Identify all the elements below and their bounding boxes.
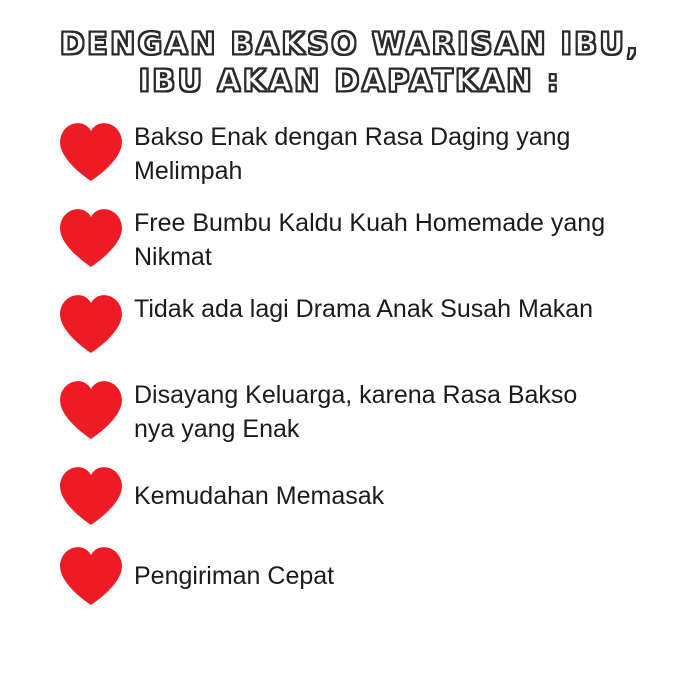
heart-icon bbox=[58, 466, 134, 526]
list-item bbox=[58, 290, 670, 364]
headline-line-2: IBU AKAN DAPATKAN : bbox=[138, 64, 562, 100]
benefits-list bbox=[24, 118, 676, 690]
list-item bbox=[58, 118, 670, 192]
heart-icon bbox=[58, 376, 134, 440]
heart-icon bbox=[58, 204, 134, 268]
heart-icon bbox=[58, 118, 134, 182]
list-item-label: Disayang Keluarga, karena Rasa Bakso nya yang Enak bbox=[134, 381, 578, 444]
list-item bbox=[58, 376, 670, 450]
page-title bbox=[24, 26, 676, 100]
list-item-label: Free Bumbu Kaldu Kuah Homemade yang Nikmat bbox=[134, 209, 606, 272]
list-item bbox=[58, 542, 670, 610]
heart-icon bbox=[58, 290, 134, 354]
list-item-label: Pengiriman Cepat bbox=[134, 562, 335, 591]
list-item-label: Bakso Enak dengan Rasa Daging yang Melimpah bbox=[134, 123, 571, 186]
heart-icon bbox=[58, 546, 134, 606]
list-item-label: Kemudahan Memasak bbox=[134, 482, 385, 511]
list-item bbox=[58, 204, 670, 278]
list-item bbox=[58, 462, 670, 530]
headline-line-1: DENGAN BAKSO WARISAN IBU, bbox=[59, 27, 641, 62]
list-item-label: Tidak ada lagi Drama Anak Susah Makan bbox=[134, 295, 594, 324]
